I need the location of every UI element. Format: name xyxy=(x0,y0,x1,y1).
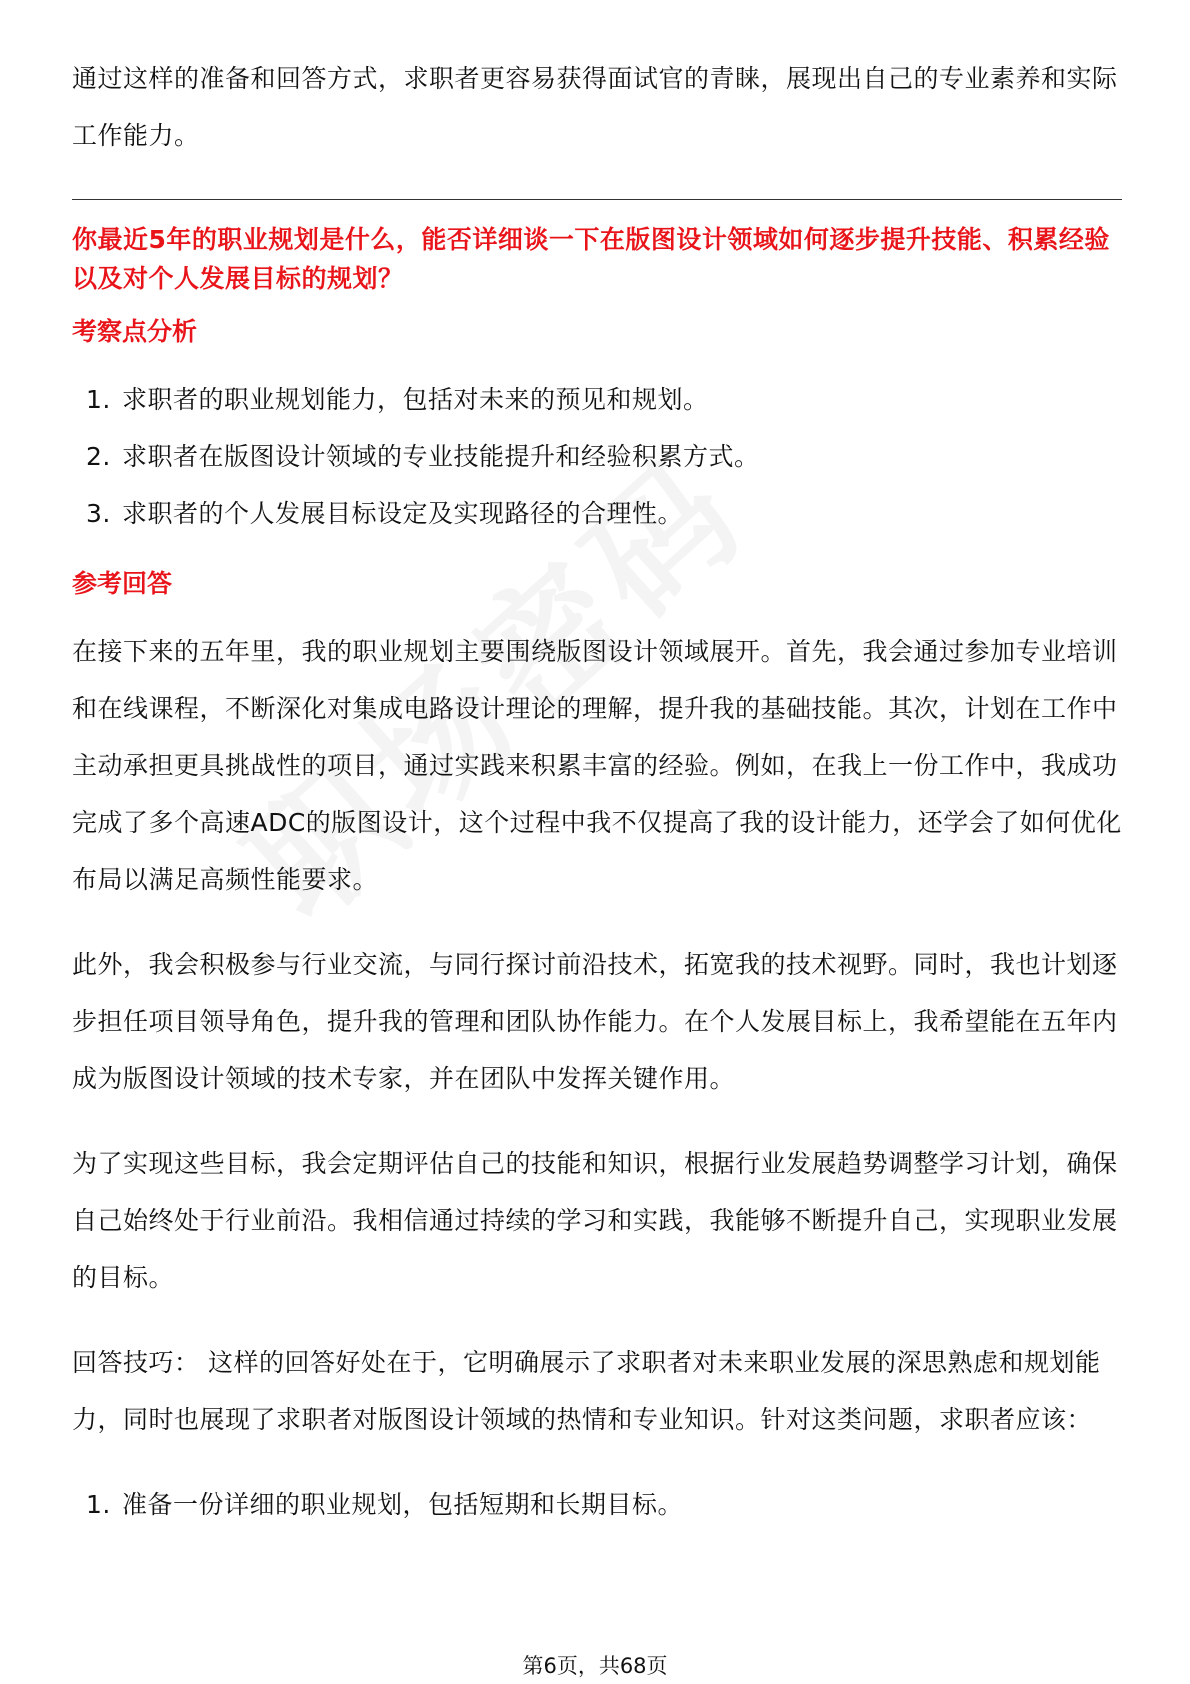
list-number: 3. xyxy=(86,499,111,528)
list-item xyxy=(72,371,1122,428)
tips-paragraph: 回答技巧： 这样的回答好处在于，它明确展示了求职者对未来职业发展的深思熟虑和规划能力，同时也展现了求职者对版图设计领域的热情和专业知识。针对这类问题，求职者应该： xyxy=(72,1348,1101,1434)
list-text: 准备一份详细的职业规划，包括短期和长期目标。 xyxy=(122,1490,684,1519)
list-number: 1. xyxy=(86,1490,111,1519)
answer-paragraph: 在接下来的五年里，我的职业规划主要围绕版图设计领域展开。首先，我会通过参加专业培训和在线课程，不断深化对集成电路设计理论的理解，提升我的基础技能。其次，计划在工作中主动承担更具挑战性的项目，通过实践来积累丰富的经验。例如，在我上一份工作中，我成功完成了多个高速ADC的版图设计，这个过程中我不仅提高了我的设计能力，还学会了如何优化布局以满足高频性能要求。 xyxy=(72,637,1122,894)
list-item xyxy=(72,428,1122,485)
answer-paragraph: 此外，我会积极参与行业交流，与同行探讨前沿技术，拓宽我的技术视野。同时，我也计划逐步担任项目领导角色，提升我的管理和团队协作能力。在个人发展目标上，我希望能在五年内成为版图设计领域的技术专家，并在团队中发挥关键作用。 xyxy=(72,950,1118,1093)
list-number: 2. xyxy=(86,442,111,471)
intro-paragraph: 通过这样的准备和回答方式，求职者更容易获得面试官的青睐，展现出自己的专业素养和实际工作能力。 xyxy=(72,64,1118,150)
document-page xyxy=(72,50,1122,1533)
interview-question: 你最近5年的职业规划是什么，能否详细谈一下在版图设计领域如何逐步提升技能、积累经验以及对个人发展目标的规划？ xyxy=(72,225,1110,293)
page-footer: 第6页，共68页 xyxy=(522,1654,668,1678)
analysis-heading: 考察点分析 xyxy=(72,317,198,346)
analysis-list xyxy=(72,371,1122,542)
list-item xyxy=(72,1476,1122,1533)
answer-heading: 参考回答 xyxy=(72,569,173,598)
section-divider xyxy=(72,199,1122,200)
list-text: 求职者的个人发展目标设定及实现路径的合理性。 xyxy=(122,499,684,528)
list-text: 求职者在版图设计领域的专业技能提升和经验积累方式。 xyxy=(122,442,760,471)
answer-paragraph: 为了实现这些目标，我会定期评估自己的技能和知识，根据行业发展趋势调整学习计划，确保自己始终处于行业前沿。我相信通过持续的学习和实践，我能够不断提升自己，实现职业发展的目标。 xyxy=(72,1149,1118,1292)
list-number: 1. xyxy=(86,385,111,414)
list-text: 求职者的职业规划能力，包括对未来的预见和规划。 xyxy=(122,385,709,414)
tips-list xyxy=(72,1476,1122,1533)
list-item xyxy=(72,485,1122,542)
